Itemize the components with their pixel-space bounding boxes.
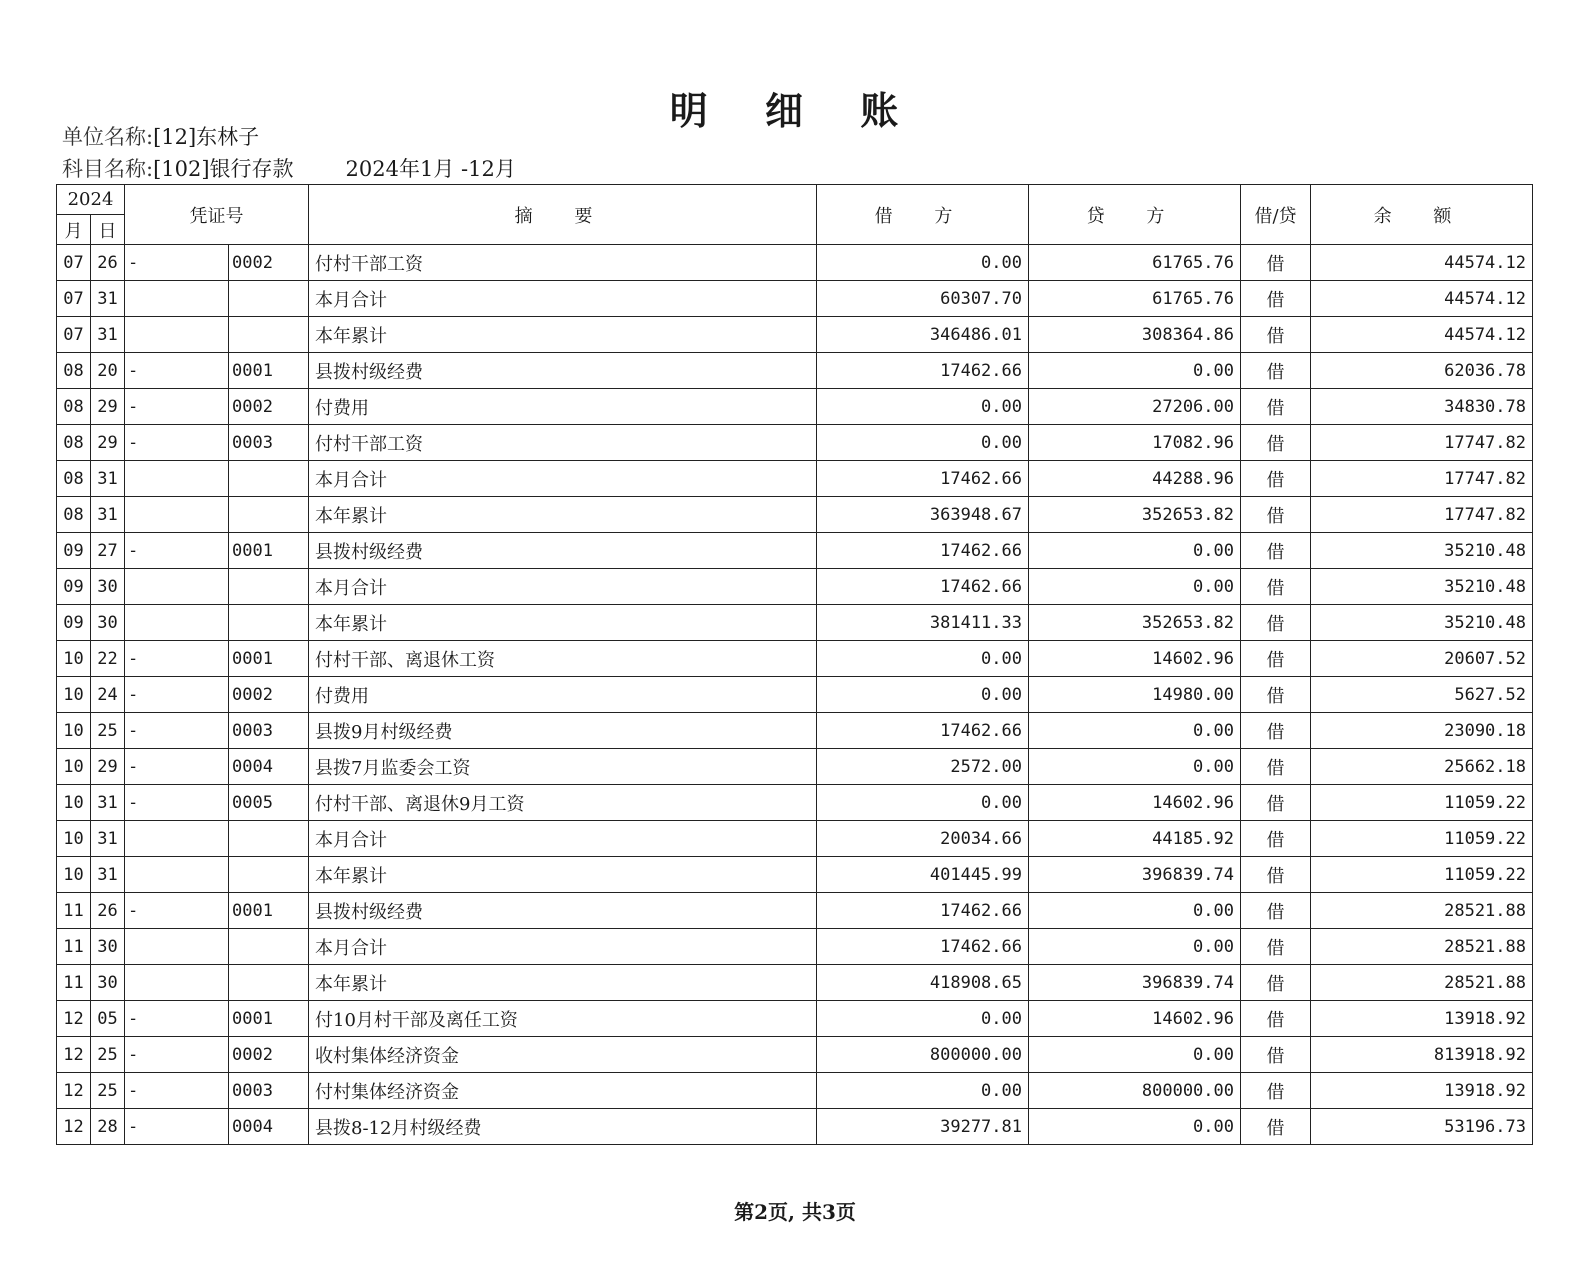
cell-direction: 借	[1241, 713, 1311, 749]
ledger-row	[57, 893, 1533, 929]
cell-debit: 346486.01	[817, 317, 1029, 353]
cell-direction: 借	[1241, 461, 1311, 497]
cell-voucher-no: 0005	[229, 785, 309, 821]
cell-voucher-type	[125, 281, 229, 317]
cell-direction: 借	[1241, 353, 1311, 389]
cell-balance: 11059.22	[1311, 857, 1533, 893]
cell-credit: 14602.96	[1029, 641, 1241, 677]
cell-month: 09	[57, 605, 91, 641]
cell-direction: 借	[1241, 389, 1311, 425]
cell-debit: 17462.66	[817, 533, 1029, 569]
cell-day: 31	[91, 281, 125, 317]
cell-voucher-no	[229, 461, 309, 497]
cell-balance: 11059.22	[1311, 821, 1533, 857]
cell-summary: 本月合计	[309, 821, 817, 857]
cell-voucher-type	[125, 965, 229, 1001]
cell-balance: 23090.18	[1311, 713, 1533, 749]
cell-direction: 借	[1241, 929, 1311, 965]
cell-credit: 352653.82	[1029, 605, 1241, 641]
cell-voucher-no: 0002	[229, 1037, 309, 1073]
cell-day: 24	[91, 677, 125, 713]
cell-direction: 借	[1241, 965, 1311, 1001]
cell-voucher-type: -	[125, 1073, 229, 1109]
cell-debit: 0.00	[817, 641, 1029, 677]
cell-credit: 0.00	[1029, 713, 1241, 749]
cell-debit: 363948.67	[817, 497, 1029, 533]
cell-balance: 35210.48	[1311, 533, 1533, 569]
cell-day: 29	[91, 749, 125, 785]
ledger-row	[57, 533, 1533, 569]
ledger-table	[56, 184, 1533, 1145]
cell-month: 11	[57, 929, 91, 965]
cell-month: 09	[57, 533, 91, 569]
cell-debit: 0.00	[817, 785, 1029, 821]
cell-month: 07	[57, 281, 91, 317]
cell-balance: 44574.12	[1311, 245, 1533, 281]
cell-voucher-type: -	[125, 1001, 229, 1037]
cell-month: 07	[57, 317, 91, 353]
header-day: 日	[91, 215, 125, 245]
cell-voucher-type: -	[125, 713, 229, 749]
cell-balance: 20607.52	[1311, 641, 1533, 677]
ledger-row	[57, 1001, 1533, 1037]
header-summary: 摘 要	[309, 185, 817, 245]
cell-voucher-type	[125, 857, 229, 893]
period: 2024年1月 -12月	[345, 157, 516, 181]
cell-month: 07	[57, 245, 91, 281]
cell-voucher-no	[229, 929, 309, 965]
cell-direction: 借	[1241, 749, 1311, 785]
cell-voucher-no: 0001	[229, 533, 309, 569]
cell-credit: 44288.96	[1029, 461, 1241, 497]
ledger-row	[57, 245, 1533, 281]
cell-credit: 800000.00	[1029, 1073, 1241, 1109]
cell-month: 10	[57, 785, 91, 821]
cell-month: 12	[57, 1109, 91, 1145]
cell-voucher-no	[229, 569, 309, 605]
cell-voucher-type	[125, 569, 229, 605]
page-footer: 第2页, 共3页	[734, 1200, 856, 1224]
cell-voucher-no: 0004	[229, 749, 309, 785]
cell-balance: 13918.92	[1311, 1073, 1533, 1109]
cell-day: 28	[91, 1109, 125, 1145]
cell-day: 31	[91, 461, 125, 497]
cell-summary: 付10月村干部及离任工资	[309, 1001, 817, 1037]
cell-month: 11	[57, 893, 91, 929]
cell-balance: 11059.22	[1311, 785, 1533, 821]
cell-month: 11	[57, 965, 91, 1001]
cell-month: 08	[57, 425, 91, 461]
cell-debit: 0.00	[817, 389, 1029, 425]
header-debit: 借 方	[817, 185, 1029, 245]
cell-balance: 17747.82	[1311, 461, 1533, 497]
cell-voucher-type: -	[125, 353, 229, 389]
ledger-row	[57, 461, 1533, 497]
cell-voucher-no: 0002	[229, 245, 309, 281]
ledger-row	[57, 821, 1533, 857]
ledger-row	[57, 785, 1533, 821]
cell-month: 09	[57, 569, 91, 605]
cell-summary: 付费用	[309, 389, 817, 425]
cell-balance: 13918.92	[1311, 1001, 1533, 1037]
subject-name-line	[62, 154, 516, 184]
cell-direction: 借	[1241, 1037, 1311, 1073]
cell-day: 31	[91, 317, 125, 353]
cell-voucher-type: -	[125, 245, 229, 281]
cell-direction: 借	[1241, 1001, 1311, 1037]
cell-debit: 20034.66	[817, 821, 1029, 857]
cell-credit: 308364.86	[1029, 317, 1241, 353]
ledger-row	[57, 749, 1533, 785]
subject-name-label: 科目名称:	[62, 157, 154, 181]
cell-summary: 付村干部工资	[309, 245, 817, 281]
cell-voucher-type: -	[125, 389, 229, 425]
cell-credit: 0.00	[1029, 1037, 1241, 1073]
cell-direction: 借	[1241, 641, 1311, 677]
cell-voucher-no: 0003	[229, 1073, 309, 1109]
cell-direction: 借	[1241, 281, 1311, 317]
cell-debit: 0.00	[817, 245, 1029, 281]
cell-debit: 0.00	[817, 1001, 1029, 1037]
cell-credit: 0.00	[1029, 569, 1241, 605]
ledger-row	[57, 1037, 1533, 1073]
cell-debit: 418908.65	[817, 965, 1029, 1001]
ledger-row	[57, 425, 1533, 461]
cell-summary: 县拨9月村级经费	[309, 713, 817, 749]
cell-debit: 0.00	[817, 425, 1029, 461]
cell-debit: 17462.66	[817, 353, 1029, 389]
cell-voucher-type: -	[125, 749, 229, 785]
cell-voucher-no: 0001	[229, 1001, 309, 1037]
header-voucher: 凭证号	[125, 185, 309, 245]
cell-direction: 借	[1241, 533, 1311, 569]
cell-summary: 本月合计	[309, 569, 817, 605]
cell-voucher-type: -	[125, 785, 229, 821]
cell-balance: 5627.52	[1311, 677, 1533, 713]
cell-day: 31	[91, 785, 125, 821]
cell-debit: 17462.66	[817, 713, 1029, 749]
cell-voucher-no	[229, 281, 309, 317]
cell-direction: 借	[1241, 857, 1311, 893]
unit-name-line	[62, 122, 259, 152]
cell-summary: 县拨7月监委会工资	[309, 749, 817, 785]
unit-name-label: 单位名称:	[62, 125, 154, 149]
cell-voucher-type: -	[125, 533, 229, 569]
ledger-row	[57, 605, 1533, 641]
cell-day: 05	[91, 1001, 125, 1037]
cell-voucher-no: 0004	[229, 1109, 309, 1145]
cell-day: 25	[91, 1037, 125, 1073]
cell-voucher-no: 0002	[229, 677, 309, 713]
cell-month: 08	[57, 353, 91, 389]
ledger-row	[57, 497, 1533, 533]
ledger-row	[57, 1109, 1533, 1145]
cell-summary: 付村干部、离退休工资	[309, 641, 817, 677]
cell-direction: 借	[1241, 785, 1311, 821]
header-balance: 余 额	[1311, 185, 1533, 245]
cell-direction: 借	[1241, 1073, 1311, 1109]
cell-summary: 县拨8-12月村级经费	[309, 1109, 817, 1145]
cell-credit: 396839.74	[1029, 965, 1241, 1001]
cell-debit: 17462.66	[817, 461, 1029, 497]
cell-debit: 17462.66	[817, 569, 1029, 605]
cell-balance: 813918.92	[1311, 1037, 1533, 1073]
unit-name-value: [12]东林子	[153, 125, 260, 149]
cell-voucher-type: -	[125, 641, 229, 677]
cell-month: 08	[57, 389, 91, 425]
document-title: 明 细 账	[669, 88, 921, 133]
cell-direction: 借	[1241, 497, 1311, 533]
cell-day: 29	[91, 425, 125, 461]
cell-credit: 0.00	[1029, 893, 1241, 929]
cell-direction: 借	[1241, 677, 1311, 713]
cell-credit: 61765.76	[1029, 281, 1241, 317]
cell-month: 12	[57, 1037, 91, 1073]
cell-month: 10	[57, 713, 91, 749]
cell-direction: 借	[1241, 893, 1311, 929]
cell-voucher-type	[125, 821, 229, 857]
cell-balance: 53196.73	[1311, 1109, 1533, 1145]
cell-credit: 44185.92	[1029, 821, 1241, 857]
cell-credit: 61765.76	[1029, 245, 1241, 281]
ledger-row	[57, 389, 1533, 425]
cell-balance: 25662.18	[1311, 749, 1533, 785]
cell-summary: 本年累计	[309, 497, 817, 533]
ledger-row	[57, 965, 1533, 1001]
cell-summary: 付费用	[309, 677, 817, 713]
cell-voucher-no	[229, 317, 309, 353]
cell-voucher-type: -	[125, 1109, 229, 1145]
cell-credit: 352653.82	[1029, 497, 1241, 533]
cell-voucher-type: -	[125, 1037, 229, 1073]
cell-day: 29	[91, 389, 125, 425]
cell-balance: 28521.88	[1311, 929, 1533, 965]
ledger-row	[57, 1073, 1533, 1109]
cell-balance: 35210.48	[1311, 569, 1533, 605]
cell-direction: 借	[1241, 425, 1311, 461]
cell-month: 10	[57, 677, 91, 713]
cell-voucher-no	[229, 821, 309, 857]
cell-day: 22	[91, 641, 125, 677]
cell-day: 31	[91, 857, 125, 893]
cell-voucher-type	[125, 317, 229, 353]
cell-direction: 借	[1241, 1109, 1311, 1145]
cell-debit: 381411.33	[817, 605, 1029, 641]
ledger-body	[57, 245, 1533, 1145]
cell-month: 10	[57, 857, 91, 893]
cell-balance: 44574.12	[1311, 317, 1533, 353]
ledger-row	[57, 857, 1533, 893]
cell-credit: 0.00	[1029, 1109, 1241, 1145]
ledger-row	[57, 281, 1533, 317]
cell-month: 12	[57, 1001, 91, 1037]
cell-voucher-no: 0002	[229, 389, 309, 425]
header-year: 2024	[57, 185, 125, 215]
cell-direction: 借	[1241, 245, 1311, 281]
ledger-row	[57, 929, 1533, 965]
cell-debit: 17462.66	[817, 929, 1029, 965]
cell-day: 27	[91, 533, 125, 569]
cell-day: 20	[91, 353, 125, 389]
cell-day: 25	[91, 1073, 125, 1109]
cell-summary: 付村集体经济资金	[309, 1073, 817, 1109]
cell-credit: 17082.96	[1029, 425, 1241, 461]
cell-balance: 28521.88	[1311, 893, 1533, 929]
cell-balance: 17747.82	[1311, 425, 1533, 461]
cell-day: 26	[91, 893, 125, 929]
cell-credit: 0.00	[1029, 533, 1241, 569]
cell-voucher-type	[125, 605, 229, 641]
cell-voucher-no: 0001	[229, 641, 309, 677]
cell-balance: 34830.78	[1311, 389, 1533, 425]
cell-voucher-type: -	[125, 893, 229, 929]
cell-voucher-no	[229, 965, 309, 1001]
cell-day: 30	[91, 929, 125, 965]
cell-month: 10	[57, 749, 91, 785]
cell-credit: 396839.74	[1029, 857, 1241, 893]
cell-summary: 本年累计	[309, 857, 817, 893]
cell-credit: 0.00	[1029, 749, 1241, 785]
cell-credit: 0.00	[1029, 353, 1241, 389]
cell-month: 10	[57, 821, 91, 857]
cell-summary: 本月合计	[309, 461, 817, 497]
cell-month: 10	[57, 641, 91, 677]
cell-voucher-type	[125, 497, 229, 533]
cell-credit: 0.00	[1029, 929, 1241, 965]
cell-day: 31	[91, 821, 125, 857]
cell-voucher-no	[229, 497, 309, 533]
cell-voucher-no: 0001	[229, 353, 309, 389]
cell-summary: 收村集体经济资金	[309, 1037, 817, 1073]
cell-month: 12	[57, 1073, 91, 1109]
cell-summary: 本年累计	[309, 317, 817, 353]
cell-direction: 借	[1241, 569, 1311, 605]
cell-credit: 27206.00	[1029, 389, 1241, 425]
cell-direction: 借	[1241, 317, 1311, 353]
cell-debit: 0.00	[817, 1073, 1029, 1109]
cell-direction: 借	[1241, 821, 1311, 857]
cell-debit: 2572.00	[817, 749, 1029, 785]
cell-debit: 60307.70	[817, 281, 1029, 317]
ledger-row	[57, 317, 1533, 353]
cell-day: 26	[91, 245, 125, 281]
cell-day: 30	[91, 605, 125, 641]
cell-summary: 本年累计	[309, 965, 817, 1001]
cell-balance: 44574.12	[1311, 281, 1533, 317]
cell-voucher-type: -	[125, 677, 229, 713]
header-credit: 贷 方	[1029, 185, 1241, 245]
cell-voucher-no: 0001	[229, 893, 309, 929]
cell-credit: 14602.96	[1029, 1001, 1241, 1037]
cell-day: 25	[91, 713, 125, 749]
cell-debit: 39277.81	[817, 1109, 1029, 1145]
cell-voucher-no: 0003	[229, 425, 309, 461]
cell-day: 30	[91, 569, 125, 605]
cell-voucher-no	[229, 857, 309, 893]
cell-credit: 14980.00	[1029, 677, 1241, 713]
cell-month: 08	[57, 497, 91, 533]
cell-summary: 本年累计	[309, 605, 817, 641]
cell-month: 08	[57, 461, 91, 497]
cell-balance: 17747.82	[1311, 497, 1533, 533]
cell-debit: 0.00	[817, 677, 1029, 713]
cell-voucher-type	[125, 461, 229, 497]
cell-summary: 县拨村级经费	[309, 893, 817, 929]
ledger-row	[57, 353, 1533, 389]
cell-voucher-no	[229, 605, 309, 641]
ledger-row	[57, 677, 1533, 713]
cell-balance: 62036.78	[1311, 353, 1533, 389]
cell-day: 30	[91, 965, 125, 1001]
ledger-row	[57, 641, 1533, 677]
cell-balance: 35210.48	[1311, 605, 1533, 641]
ledger-row	[57, 569, 1533, 605]
cell-debit: 401445.99	[817, 857, 1029, 893]
cell-balance: 28521.88	[1311, 965, 1533, 1001]
cell-summary: 付村干部工资	[309, 425, 817, 461]
cell-debit: 800000.00	[817, 1037, 1029, 1073]
subject-name-value: [102]银行存款	[153, 157, 294, 181]
cell-summary: 县拨村级经费	[309, 353, 817, 389]
cell-debit: 17462.66	[817, 893, 1029, 929]
cell-credit: 14602.96	[1029, 785, 1241, 821]
cell-summary: 本月合计	[309, 281, 817, 317]
cell-voucher-type: -	[125, 425, 229, 461]
ledger-row	[57, 713, 1533, 749]
cell-summary: 县拨村级经费	[309, 533, 817, 569]
cell-day: 31	[91, 497, 125, 533]
header-month: 月	[57, 215, 91, 245]
header-direction: 借/贷	[1241, 185, 1311, 245]
cell-direction: 借	[1241, 605, 1311, 641]
cell-voucher-no: 0003	[229, 713, 309, 749]
cell-voucher-type	[125, 929, 229, 965]
cell-summary: 本月合计	[309, 929, 817, 965]
cell-summary: 付村干部、离退休9月工资	[309, 785, 817, 821]
